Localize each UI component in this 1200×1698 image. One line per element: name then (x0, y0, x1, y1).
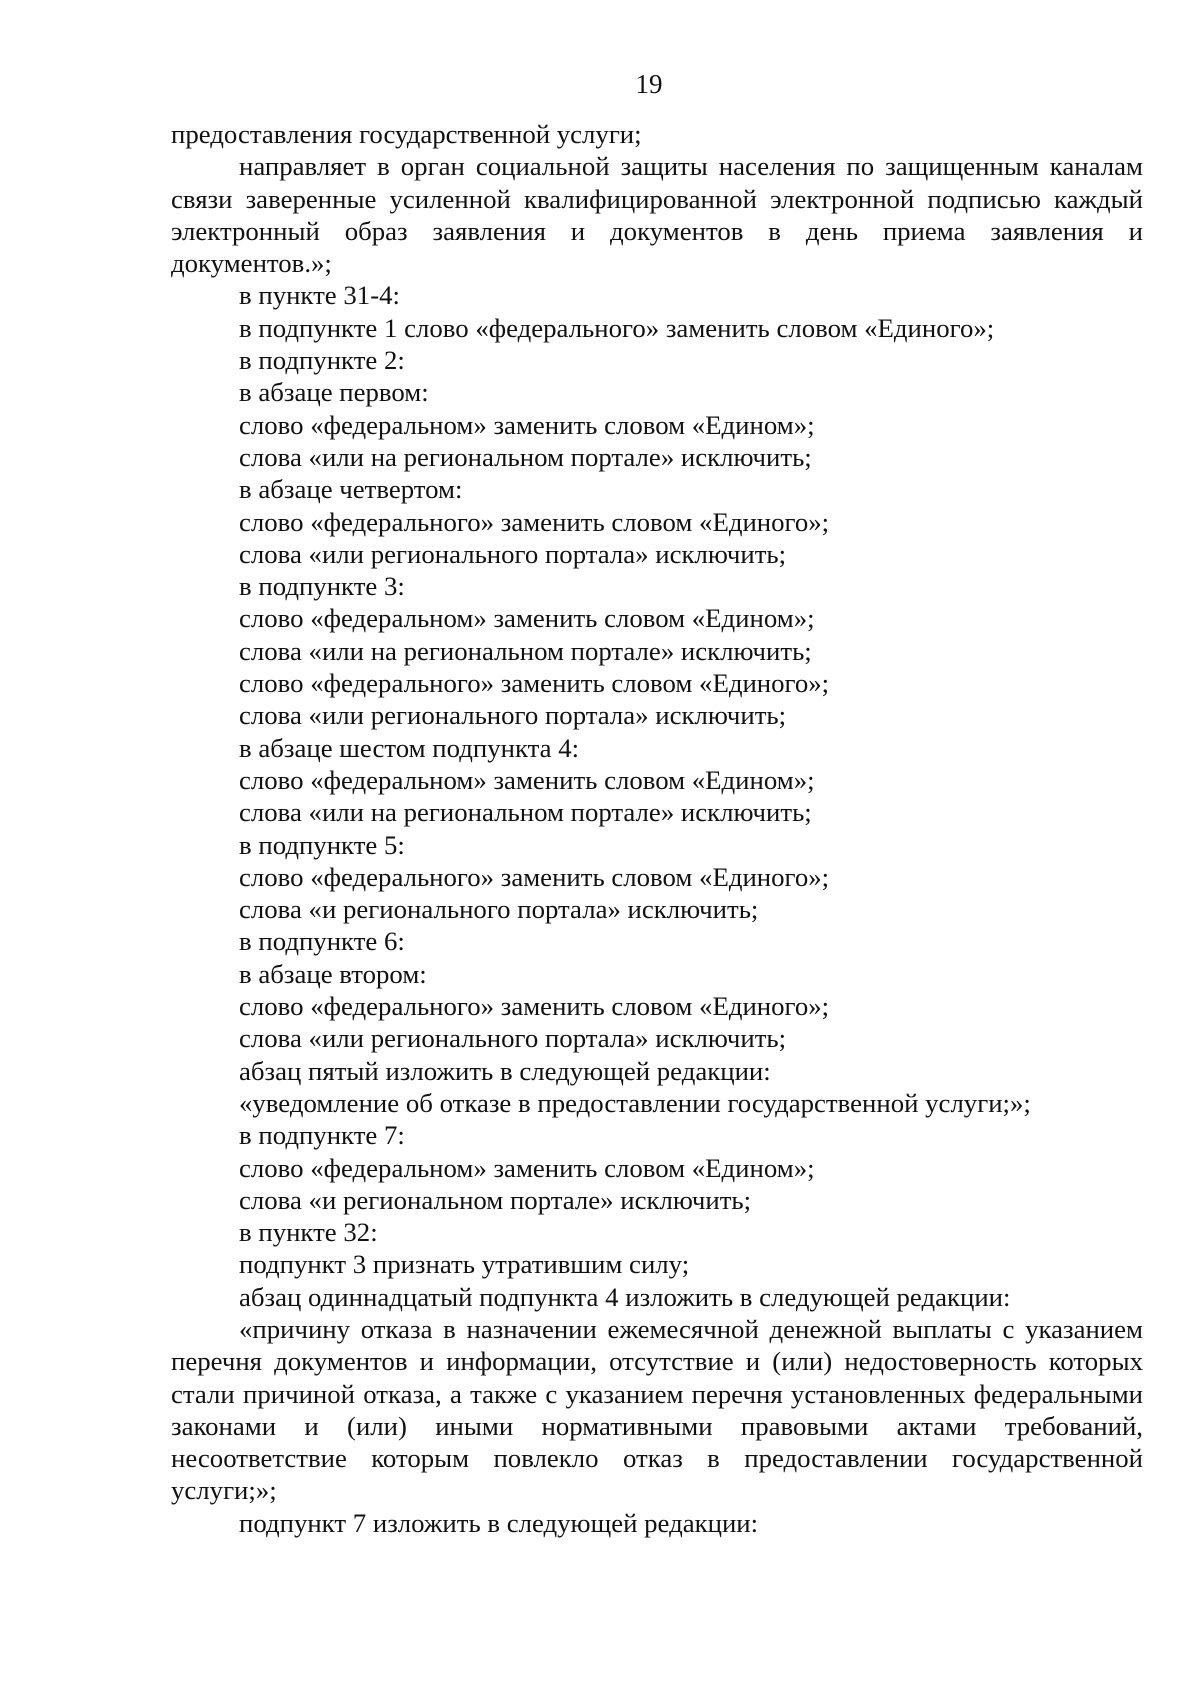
paragraph: слова «и региональном портале» исключить; (239, 1184, 752, 1215)
paragraph: слово «федеральном» заменить словом «Едином»; (239, 409, 815, 440)
paragraph: слова «или на региональном портале» исключить; (239, 635, 812, 666)
paragraph: направляет в орган социальной защиты населения по защищенным каналам связи заверенные усиленной квалифицированной электронной подписью каждый электронный образ заявления и документов в день приема заявления и документов.»; (171, 151, 1143, 279)
paragraph: слова «или регионального портала» исключить; (239, 700, 787, 731)
paragraph: слова «или регионального портала» исключить; (239, 1023, 787, 1054)
paragraph: «причину отказа в назначении ежемесячной денежной выплаты с указанием перечня документов и информации, отсутствие и (или) недостоверность которых стали причиной отказа, а также с указанием перечня установленных федеральными законами и (или) иными нормативными правовыми актами требований, несоответствие которым повлекло отказ в предоставлении государственной услуги;»; (171, 1313, 1143, 1506)
paragraph: в пункте 32: (239, 1217, 378, 1248)
paragraph: слово «федерального» заменить словом «Единого»; (239, 991, 830, 1022)
paragraph: в подпункте 2: (239, 345, 405, 376)
paragraph: слово «федеральном» заменить словом «Едином»; (239, 1152, 815, 1183)
paragraph: слово «федерального» заменить словом «Единого»; (239, 668, 830, 699)
paragraph: подпункт 3 признать утратившим силу; (239, 1249, 690, 1280)
paragraph: в подпункте 1 слово «федерального» заменить словом «Единого»; (239, 312, 995, 343)
paragraph: подпункт 7 изложить в следующей редакции: (239, 1507, 759, 1538)
paragraph: в абзаце втором: (239, 958, 427, 989)
paragraph: слова «или на региональном портале» исключить; (239, 797, 812, 828)
page-number: 19 (635, 69, 663, 99)
paragraph: абзац пятый изложить в следующей редакции: (239, 1055, 771, 1086)
paragraph: «уведомление об отказе в предоставлении государственной услуги;»; (239, 1087, 1031, 1118)
paragraph: в абзаце первом: (239, 377, 429, 408)
paragraph: слово «федерального» заменить словом «Единого»; (239, 506, 830, 537)
paragraph: в подпункте 3: (239, 571, 405, 602)
paragraph: слова «и регионального портала» исключить; (239, 894, 759, 925)
document-body (171, 118, 1143, 1539)
paragraph: в абзаце четвертом: (239, 474, 463, 505)
paragraph: в подпункте 6: (239, 926, 405, 957)
paragraph: в подпункте 7: (239, 1120, 405, 1151)
paragraph: слова «или на региональном портале» исключить; (239, 441, 812, 472)
paragraph: слова «или регионального портала» исключить; (239, 538, 787, 569)
paragraph: абзац одиннадцатый подпункта 4 изложить в следующей редакции: (239, 1281, 1011, 1312)
paragraph: в подпункте 5: (239, 829, 405, 860)
paragraph: слово «федеральном» заменить словом «Едином»; (239, 603, 815, 634)
paragraph: в абзаце шестом подпункта 4: (239, 732, 580, 763)
paragraph: слово «федеральном» заменить словом «Едином»; (239, 764, 815, 795)
paragraph: слово «федерального» заменить словом «Единого»; (239, 861, 830, 892)
paragraph: предоставления государственной услуги; (171, 119, 642, 149)
paragraph: в пункте 31-4: (239, 280, 400, 311)
